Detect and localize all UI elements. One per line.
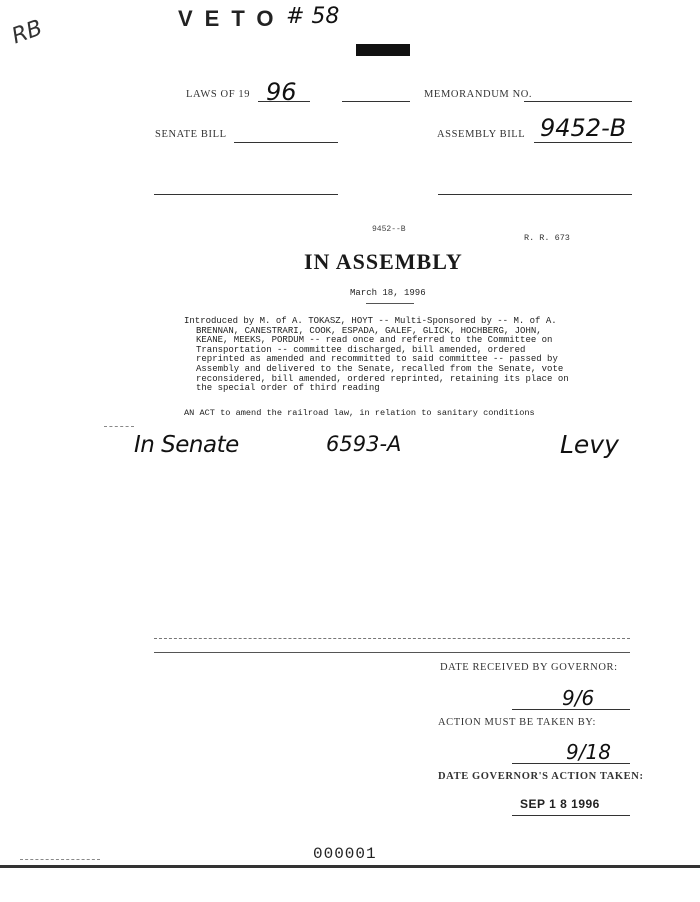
introduction-line: Transportation -- committee discharged, bill amended, ordered — [196, 344, 526, 355]
bill-reference: R. R. 673 — [524, 233, 570, 243]
introduction-line: reprinted as amended and recommitted to said committee -- passed by — [196, 354, 558, 365]
introduction-line: Introduced by M. of A. TOKASZ, HOYT -- Multi-Sponsored by -- M. of A. — [184, 316, 557, 326]
laws-year-value: 96 — [266, 78, 297, 106]
laws-of-label: LAWS OF 19 — [186, 89, 251, 100]
veto-stamp: VETO — [178, 6, 286, 31]
bottom-rule — [0, 865, 700, 868]
blank-line-left — [154, 193, 338, 195]
memorandum-label: MEMORANDUM NO. — [424, 89, 533, 100]
introduction-line: Assembly and delivered to the Senate, recalled from the Senate, vote — [196, 363, 564, 374]
memorandum-line — [524, 100, 632, 102]
divider-line-upper — [154, 638, 630, 640]
page-number: 000001 — [313, 845, 377, 863]
date-received-label: DATE RECEIVED BY GOVERNOR: — [440, 662, 618, 673]
sponsor-handwritten: Levy — [560, 430, 619, 459]
introduction-line: the special order of third reading — [196, 383, 380, 394]
date-underline — [366, 303, 414, 304]
laws-extra-line — [342, 100, 410, 102]
assembly-bill-number: 9452-B — [540, 114, 627, 142]
date-received-line — [512, 708, 630, 710]
bill-date: March 18, 1996 — [350, 288, 426, 298]
action-must-value: 9/18 — [566, 740, 611, 764]
action-must-label: ACTION MUST BE TAKEN BY: — [438, 717, 597, 728]
date-action-stamp: SEP 1 8 1996 — [520, 797, 600, 811]
act-description: AN ACT to amend the railroad law, in relation to sanitary conditions — [184, 408, 535, 418]
introduction-line: KEANE, MEEKS, PORDUM -- read once and referred to the Committee on — [196, 335, 553, 346]
introduction-line: reconsidered, bill amended, ordered reprinted, retaining its place on — [196, 373, 569, 384]
date-action-line — [512, 814, 630, 816]
introduction-line: BRENNAN, CANESTRARI, COOK, ESPADA, GALEF, GLICK, HOCHBERG, JOHN, — [196, 325, 542, 336]
in-senate-handwritten: In Senate — [134, 432, 239, 458]
date-action-label: DATE GOVERNOR'S ACTION TAKEN: — [438, 771, 644, 782]
date-received-value: 9/6 — [562, 686, 595, 710]
divider-line-lower — [154, 652, 630, 653]
assembly-bill-label: ASSEMBLY BILL — [437, 129, 526, 140]
senate-bill-number-handwritten: 6593-A — [326, 432, 402, 456]
senate-bill-label: SENATE BILL — [155, 129, 227, 140]
blank-line-right — [438, 193, 632, 195]
redaction-bar — [356, 44, 410, 56]
print-number: 9452--B — [372, 225, 406, 234]
bottom-rule-shadow — [20, 859, 100, 861]
senate-bill-line — [234, 141, 338, 143]
veto-number: # 58 — [286, 4, 340, 29]
chamber-title: IN ASSEMBLY — [304, 249, 463, 274]
initials-handwritten: RB — [8, 15, 46, 50]
left-tick-mark — [104, 426, 134, 428]
introduction-paragraph — [184, 317, 604, 394]
action-must-line — [512, 762, 630, 764]
